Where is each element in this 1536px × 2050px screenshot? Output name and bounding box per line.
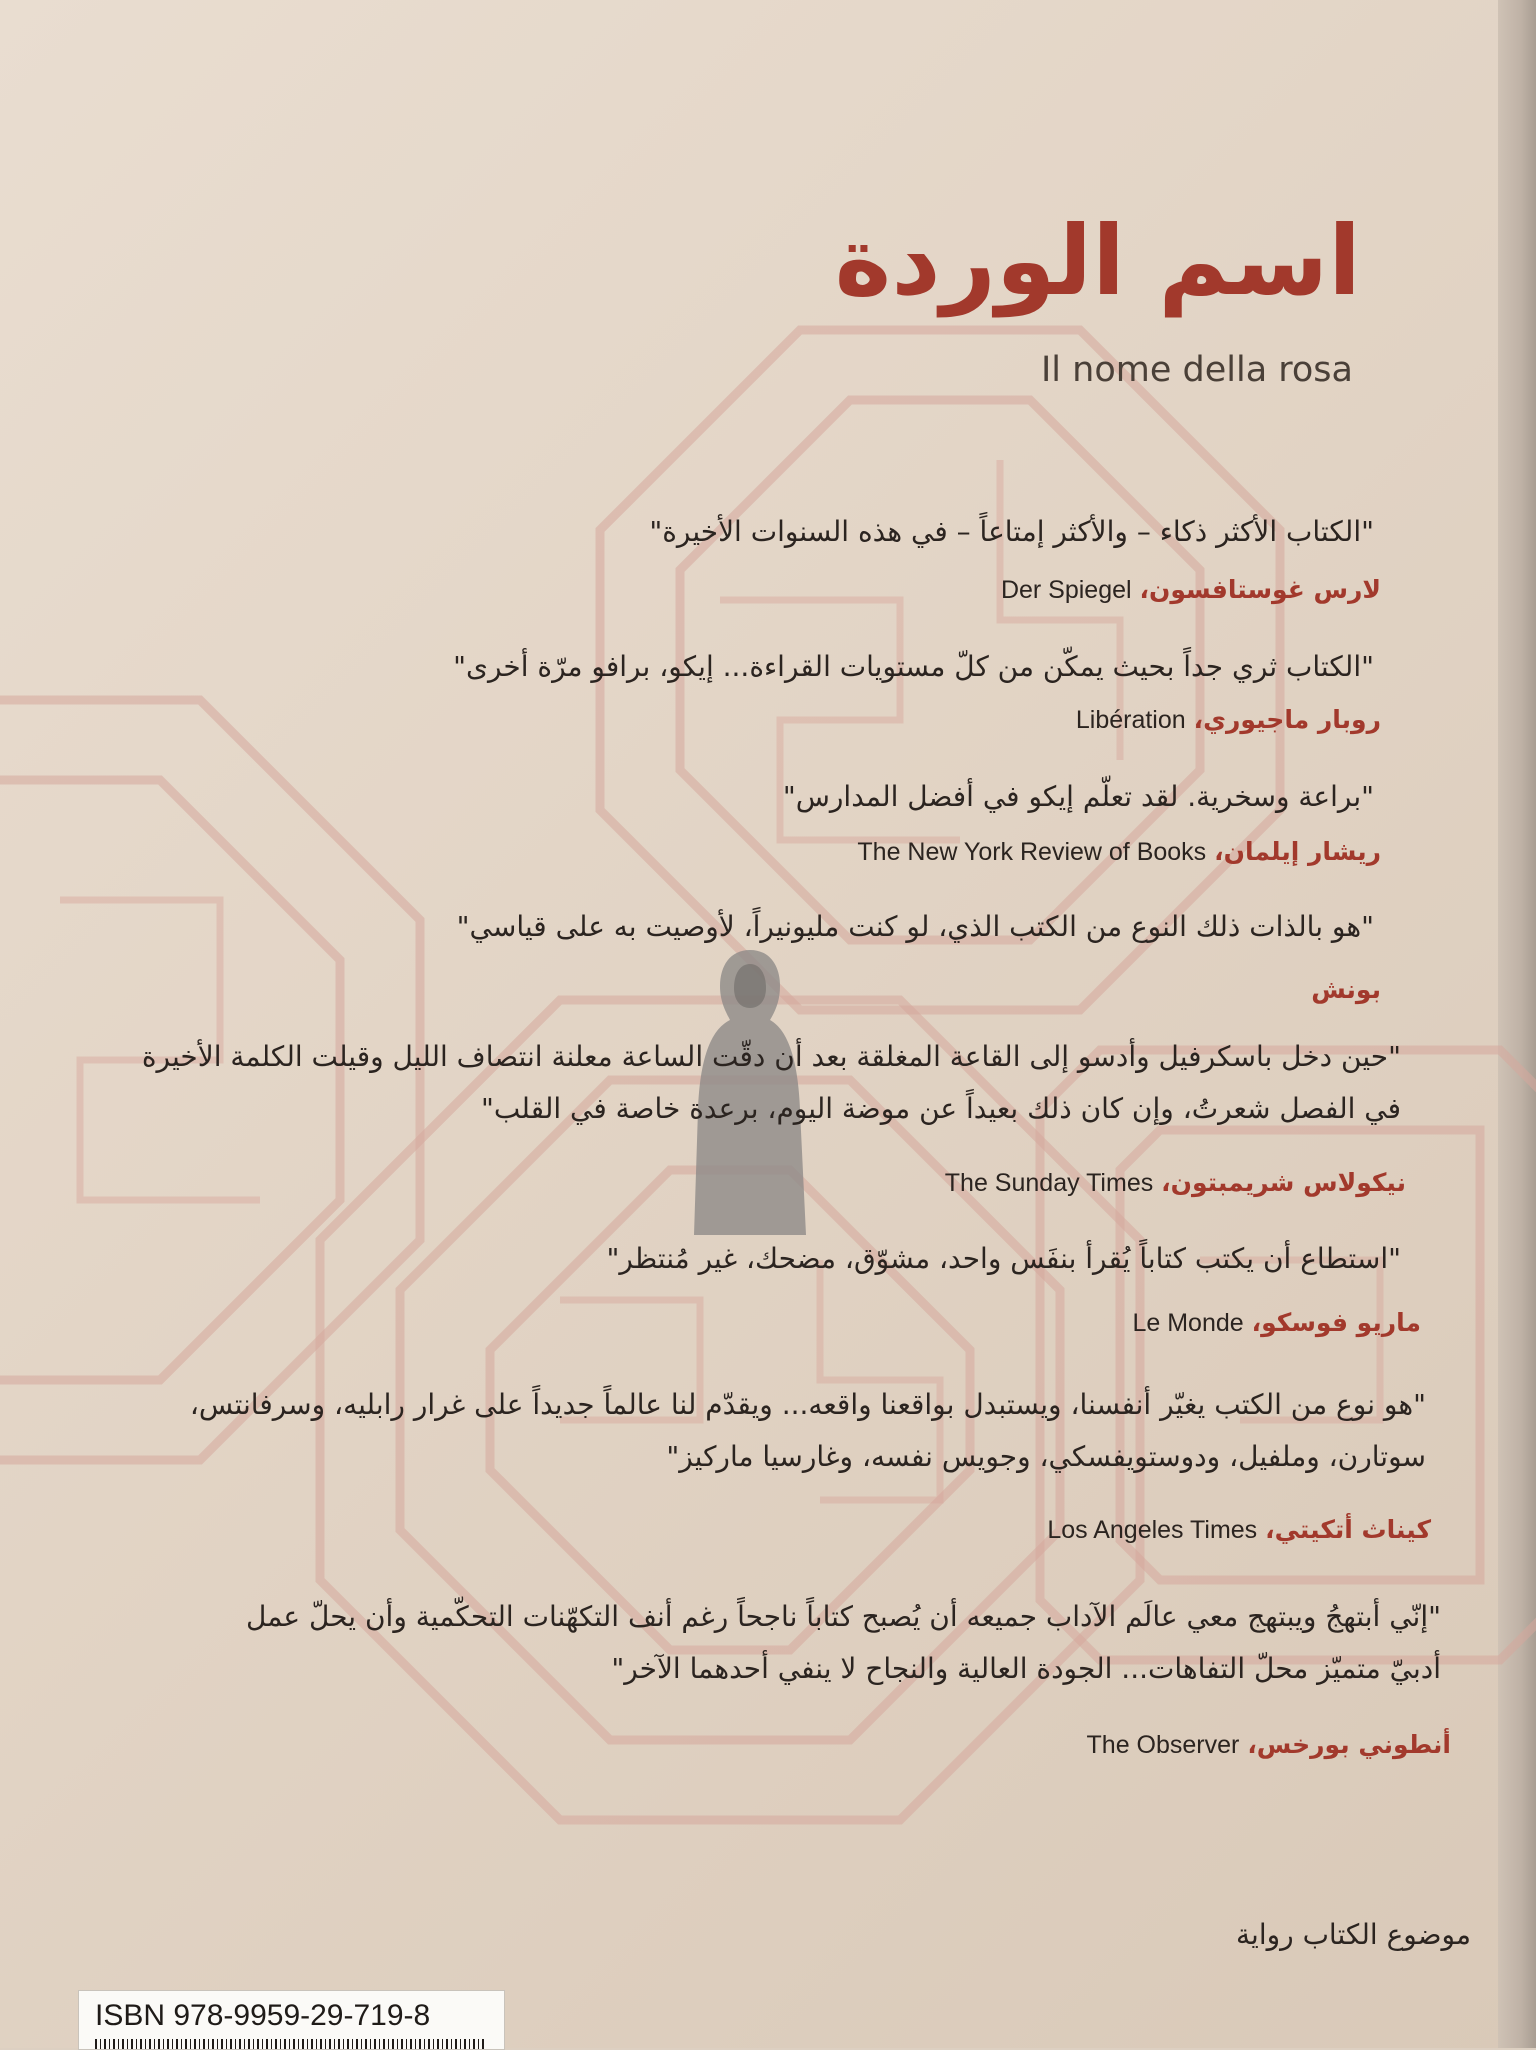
book-subject: موضوع الكتاب رواية — [1236, 1918, 1471, 1951]
review-source: The Observer — [1086, 1731, 1240, 1759]
isbn-number: ISBN 978-9959-29-719-8 — [95, 1999, 431, 2032]
quote-line: "هو نوع من الكتب يغيّر أنفسنا، ويستبدل بواقعنا واقعه... ويقدّم لنا عالماً جديداً على غرار رابليه، وسرفانتس، — [189, 1388, 1426, 1421]
review-source: Le Monde — [1132, 1309, 1244, 1337]
quote-line: سوتارن، وملفيل، ودوستويفسكي، وجويس نفسه، وغارسيا ماركيز" — [666, 1440, 1426, 1473]
review-quote — [246, 1600, 1441, 1704]
review-attribution — [1311, 975, 1381, 1005]
quote-line: "الكتاب الأكثر ذكاء – والأكثر إمتاعاً – في هذه السنوات الأخيرة" — [649, 515, 1374, 548]
isbn-barcode-label — [78, 1990, 505, 2050]
book-original-title: Il nome della rosa — [1040, 350, 1353, 390]
reviewer-name: كيناث أتكيتي، — [1265, 1515, 1431, 1544]
reviewer-name: نيكولاس شريمبتون، — [1161, 1168, 1406, 1197]
review-attribution — [1047, 1515, 1431, 1545]
quote-line: "حين دخل باسكرفيل وأدسو إلى القاعة المغلقة بعد أن دقّت الساعة معلنة انتصاف الليل وقيلت الكلمة الأخيرة — [141, 1040, 1401, 1073]
quote-line: في الفصل شعرتُ، وإن كان ذلك بعيداً عن موضة اليوم، برعدة خاصة في القلب" — [481, 1092, 1401, 1125]
reviewer-name: بونش — [1311, 975, 1381, 1004]
review-quote — [453, 650, 1374, 702]
review-attribution — [857, 837, 1381, 867]
review-quote — [457, 910, 1374, 962]
review-source: The New York Review of Books — [857, 838, 1207, 866]
reviewer-name: أنطوني بورخس، — [1247, 1730, 1451, 1759]
review-attribution — [945, 1168, 1406, 1198]
quote-line: "براعة وسخرية. لقد تعلّم إيكو في أفضل المدارس" — [782, 780, 1374, 813]
review-quote — [649, 515, 1374, 567]
quote-line: "إنّي أبتهجُ ويبتهج معي عالَم الآداب جميعه أن يُصبح كتاباً ناجحاً رغم أنف التكهّنات التحكّمية وأن يحلّ عمل — [246, 1600, 1441, 1633]
quote-line: أدبيّ متميّز محلّ التفاهات... الجودة العالية والنجاح لا ينفي أحدهما الآخر" — [611, 1652, 1441, 1685]
quote-line: "هو بالذات ذلك النوع من الكتب الذي، لو كنت مليونيراً، لأوصيت به على قياسي" — [456, 910, 1374, 943]
review-attribution — [1001, 575, 1381, 605]
review-attribution — [1132, 1308, 1421, 1338]
review-source: Der Spiegel — [1000, 576, 1132, 604]
review-quote — [783, 780, 1374, 832]
review-quote — [142, 1040, 1401, 1144]
quote-line: "الكتاب ثري جداً بحيث يمكّن من كلّ مستويات القراءة... إيكو، برافو مرّة أخرى" — [453, 650, 1374, 683]
review-attribution — [1087, 1730, 1451, 1760]
review-source: Libération — [1075, 706, 1186, 734]
quote-line: "استطاع أن يكتب كتاباً يُقرأ بنفَس واحد، مشوّق، مضحك، غير مُنتظر" — [606, 1242, 1401, 1275]
book-title: اسم الوردة — [834, 205, 1361, 317]
reviewer-name: لارس غوستافسون، — [1139, 575, 1381, 604]
reviewer-name: ريشار إيلمان، — [1214, 837, 1381, 866]
review-quote — [606, 1242, 1401, 1294]
review-source: The Sunday Times — [944, 1169, 1154, 1197]
review-quote — [190, 1388, 1426, 1492]
reviewer-name: روبار ماجيوري، — [1193, 705, 1381, 734]
review-source: Los Angeles Times — [1047, 1516, 1258, 1544]
review-attribution — [1076, 705, 1381, 735]
reviewer-name: ماريو فوسكو، — [1251, 1308, 1421, 1337]
